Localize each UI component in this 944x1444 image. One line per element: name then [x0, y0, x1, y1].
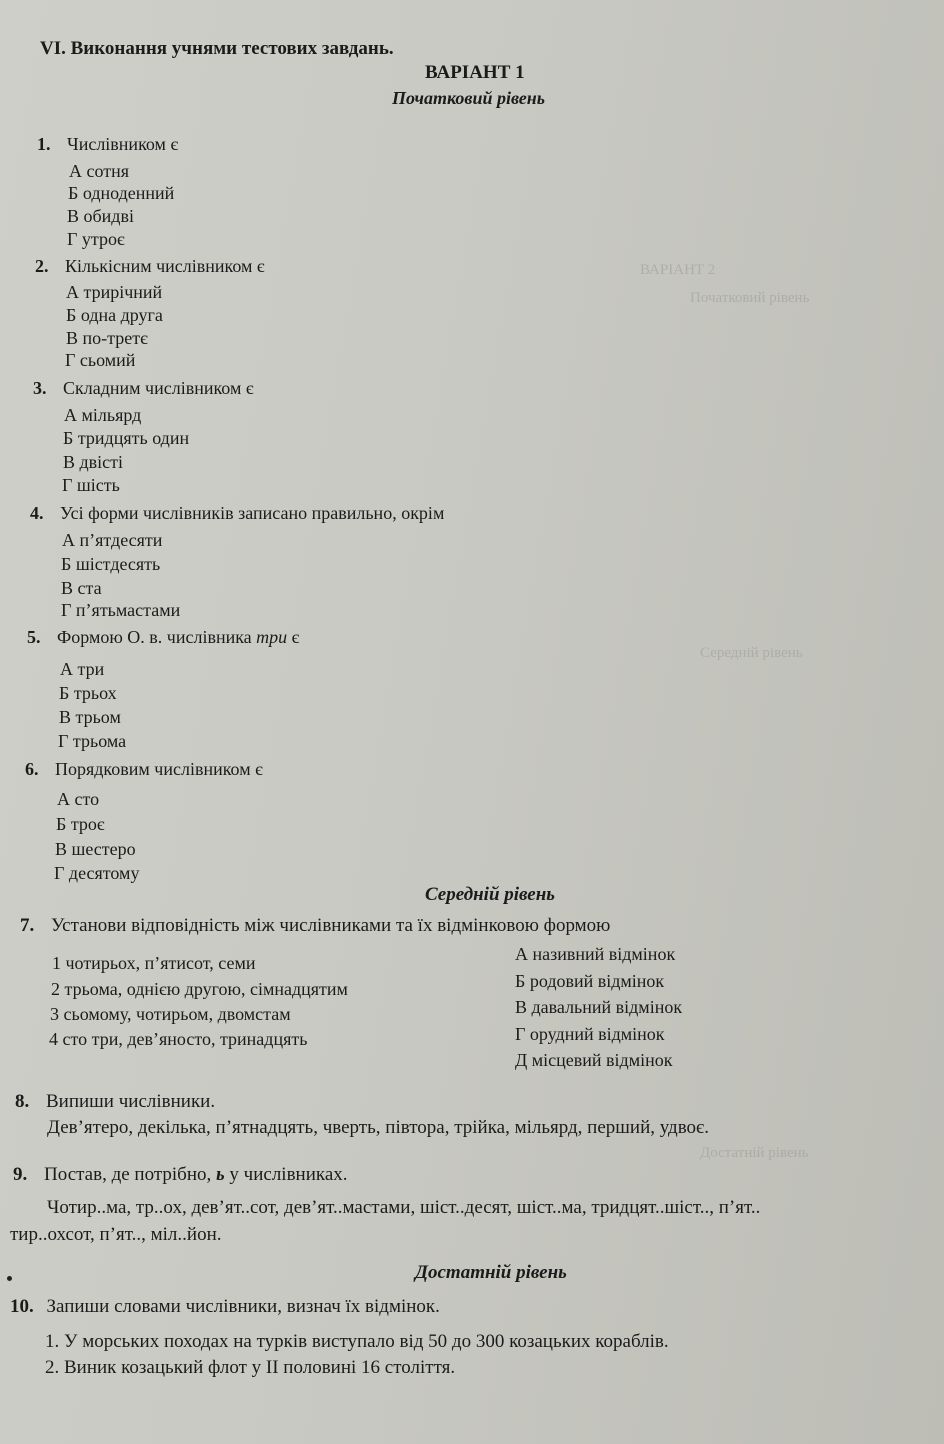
question-8	[15, 1091, 215, 1113]
answer-option: В обидві	[67, 206, 134, 226]
question-number: 8.	[15, 1091, 30, 1112]
answer-option: Б одноденний	[68, 183, 175, 203]
question-item: 2. Виник козацький флот у II половині 16 століття.	[45, 1357, 456, 1378]
bleed-through-text: Достатній рівень	[700, 1145, 809, 1161]
question-2	[35, 256, 265, 277]
question-number: 2.	[35, 256, 49, 276]
answer-option: А три	[60, 659, 105, 679]
question-text: Випиши числівники.	[46, 1091, 216, 1112]
bleed-through-text: Середній рівень	[700, 645, 803, 661]
answer-option: В трьом	[59, 707, 121, 727]
answer-option: А мільярд	[64, 405, 142, 425]
match-right-item: Д місцевий відмінок	[515, 1050, 673, 1070]
question-number: 3.	[33, 378, 47, 398]
question-number: 7.	[20, 915, 35, 936]
question-body: Чотир..ма, тр..ох, дев’ят..сот, дев’ят..мастами, шіст..десят, шіст..ма, тридцят..шіст.., п’ят..	[47, 1197, 761, 1218]
match-right-item: Г орудний відмінок	[515, 1024, 665, 1044]
question-text: Кількісним числівником є	[65, 256, 265, 276]
match-right-item: А називний відмінок	[515, 944, 676, 964]
answer-option: В двісті	[63, 452, 124, 472]
answer-option: Г сьомий	[65, 350, 136, 370]
question-text: Постав, де потрібно,	[44, 1164, 216, 1185]
question-text: Числівником є	[67, 134, 179, 154]
question-number: 1.	[37, 134, 51, 154]
question-body: Дев’ятеро, декілька, п’ятнадцять, чверть, півтора, трійка, мільярд, перший, удвоє.	[47, 1117, 709, 1138]
answer-option: В по-третє	[66, 328, 148, 348]
question-text: Запиши словами числівники, визнач їх відмінок.	[46, 1296, 440, 1317]
bleed-through-text: Початковий рівень	[690, 290, 810, 306]
question-number: 10.	[10, 1296, 34, 1317]
question-5	[27, 627, 299, 648]
answer-option: В ста	[61, 578, 102, 598]
question-text: є	[287, 627, 300, 647]
question-text: у числівниках.	[224, 1164, 348, 1185]
answer-option: Г трьома	[58, 731, 127, 751]
answer-option: В шестеро	[55, 839, 136, 859]
answer-option: Б одна друга	[66, 305, 163, 325]
answer-option: Г утроє	[67, 229, 125, 249]
question-number: 6.	[25, 759, 39, 779]
question-3	[33, 378, 254, 399]
answer-option: Б шістдесять	[61, 554, 161, 574]
question-1	[37, 134, 178, 155]
answer-option: Б тридцять один	[63, 428, 190, 448]
question-text: Формою О. в. числівника	[57, 627, 257, 647]
match-right-item: Б родовий відмінок	[515, 971, 665, 991]
answer-option: Б троє	[56, 814, 105, 834]
question-10	[10, 1296, 440, 1318]
bullet-mark	[7, 1276, 12, 1281]
question-number: 4.	[30, 503, 44, 523]
question-body: тир..охсот, п’ят.., міл..йон.	[10, 1224, 222, 1245]
section-title: VI. Виконання учнями тестових завдань.	[40, 38, 394, 59]
level-heading-sufficient: Достатній рівень	[415, 1262, 567, 1283]
question-text-emphasis: ь	[215, 1164, 225, 1185]
match-left-item: 3 сьомому, чотирьом, двомстам	[50, 1004, 291, 1024]
question-number: 5.	[27, 627, 41, 647]
answer-option: А сто	[57, 789, 100, 809]
answer-option: А трирічний	[66, 282, 163, 302]
variant-heading: ВАРІАНТ 1	[425, 62, 525, 83]
question-4	[30, 503, 444, 524]
question-text: Установи відповідність між числівниками та їх відмінковою формою	[51, 915, 611, 936]
answer-option: Г десятому	[54, 863, 140, 883]
question-9	[13, 1164, 348, 1186]
answer-option: Г шість	[62, 475, 120, 495]
question-number: 9.	[13, 1164, 28, 1185]
answer-option: А п’ятдесяти	[62, 530, 163, 550]
match-left-item: 1 чотирьох, п’ятисот, семи	[52, 953, 256, 973]
answer-option: Б трьох	[59, 683, 117, 703]
question-item: 1. У морських походах на турків виступало від 50 до 300 козацьких кораблів.	[45, 1331, 669, 1352]
question-text: Порядковим числівником є	[55, 759, 263, 779]
bleed-through-text: ВАРІАНТ 2	[640, 262, 716, 278]
question-text: Усі форми числівників записано правильно, окрім	[60, 503, 445, 523]
question-text: Складним числівником є	[63, 378, 254, 398]
answer-option: Г п’ятьмастами	[61, 600, 181, 620]
match-left-item: 2 трьома, однією другою, сімнадцятим	[51, 979, 348, 999]
level-heading-middle: Середній рівень	[425, 884, 555, 905]
match-left-item: 4 сто три, дев’яносто, тринадцять	[49, 1029, 308, 1049]
answer-option: А сотня	[69, 161, 130, 181]
question-text-emphasis: три	[256, 627, 288, 647]
level-heading-initial: Початковий рівень	[392, 88, 546, 108]
question-6	[25, 759, 263, 780]
question-7	[20, 915, 610, 937]
match-right-item: В давальний відмінок	[515, 997, 683, 1017]
